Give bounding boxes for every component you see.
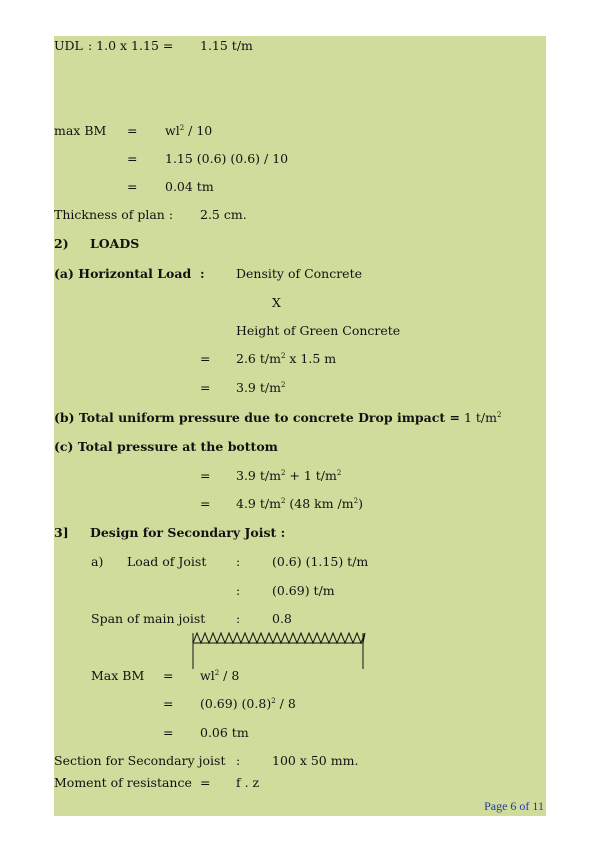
joist-item-a: a) bbox=[91, 554, 104, 569]
total-bottom-eq-2: = bbox=[200, 496, 211, 511]
joist-load-value-2: (0.69) t/m bbox=[272, 583, 335, 598]
span-value: 0.8 bbox=[272, 611, 292, 626]
total-bottom-eq-1: = bbox=[200, 468, 211, 483]
max-bm2-eq-3: = bbox=[163, 725, 174, 740]
span-label: Span of main joist bbox=[91, 611, 206, 626]
max-bm2-formula: $wl^2 / 8$ bbox=[200, 668, 240, 683]
horizontal-eq-2: = bbox=[200, 380, 211, 395]
max-bm-eq: = bbox=[127, 123, 138, 138]
span-colon: : bbox=[236, 611, 241, 626]
horizontal-line1: Density of Concrete bbox=[236, 266, 363, 281]
design-heading: Design for Secondary Joist : bbox=[90, 525, 286, 540]
joist-load-label: Load of Joist bbox=[127, 554, 207, 569]
max-bm2-eq-2: = bbox=[163, 696, 174, 711]
max-bm-step3: 0.04 tm bbox=[165, 179, 214, 194]
max-bm2-step3: 0.06 tm bbox=[200, 725, 249, 740]
udl-value: 1.15 t/m bbox=[200, 38, 253, 53]
horizontal-load-label: (a) Horizontal Load bbox=[54, 266, 192, 281]
horizontal-result1: 2.6 $t/m^2$ x 1.5 m bbox=[236, 351, 337, 366]
max-bm2-eq: = bbox=[163, 668, 174, 683]
udl-beam-diagram bbox=[190, 628, 370, 672]
loads-number: 2) bbox=[54, 236, 69, 251]
horizontal-result2: 3.9 $t/m^2$ bbox=[236, 380, 286, 395]
horizontal-line2: Height of Green Concrete bbox=[236, 323, 401, 338]
max-bm2-label: Max BM bbox=[91, 668, 145, 683]
thickness-label: Thickness of plan : bbox=[54, 207, 174, 222]
thickness-value: 2.5 cm. bbox=[200, 207, 247, 222]
section-value: 100 x 50 mm. bbox=[272, 753, 359, 768]
moment-eq: = bbox=[200, 775, 211, 790]
design-number: 3] bbox=[54, 525, 69, 540]
section-colon: : bbox=[236, 753, 241, 768]
total-bottom-label: (c) Total pressure at the bottom bbox=[54, 439, 278, 454]
moment-label: Moment of resistance bbox=[54, 775, 192, 790]
max-bm-formula: $wl^2 / 10$ bbox=[165, 123, 213, 138]
total-bottom-result1: 3.9 $t/m^2 + 1$ $t/m^2$ bbox=[236, 468, 342, 483]
max-bm-step2: 1.15 (0.6) (0.6) / 10 bbox=[165, 151, 289, 166]
joist-load-value: (0.6) (1.15) t/m bbox=[272, 554, 369, 569]
total-uniform-line: (b) Total uniform pressure due to concrete Drop impact = 1 $t/m^2$ bbox=[54, 410, 502, 425]
horizontal-load-colon: : bbox=[200, 266, 205, 281]
joist-load-colon-2: : bbox=[236, 583, 241, 598]
max-bm-eq-3: = bbox=[127, 179, 138, 194]
moment-value: f . z bbox=[236, 775, 260, 790]
udl-expression: : 1.0 x 1.15 = bbox=[88, 38, 174, 53]
udl-label: UDL bbox=[54, 38, 83, 53]
joist-load-colon: : bbox=[236, 554, 241, 569]
horizontal-eq-1: = bbox=[200, 351, 211, 366]
max-bm-eq-2: = bbox=[127, 151, 138, 166]
max-bm2-step2: (0.69) $(0.8)^2 / 8$ bbox=[200, 696, 296, 711]
max-bm-label: max BM bbox=[54, 123, 107, 138]
page-number: Page 6 of 11 bbox=[484, 799, 544, 813]
loads-heading: LOADS bbox=[90, 236, 140, 251]
section-label: Section for Secondary joist bbox=[54, 753, 226, 768]
horizontal-x: X bbox=[272, 295, 281, 310]
total-bottom-result2: 4.9 $t/m^2$ (48 km $/m^2$) bbox=[236, 496, 363, 511]
